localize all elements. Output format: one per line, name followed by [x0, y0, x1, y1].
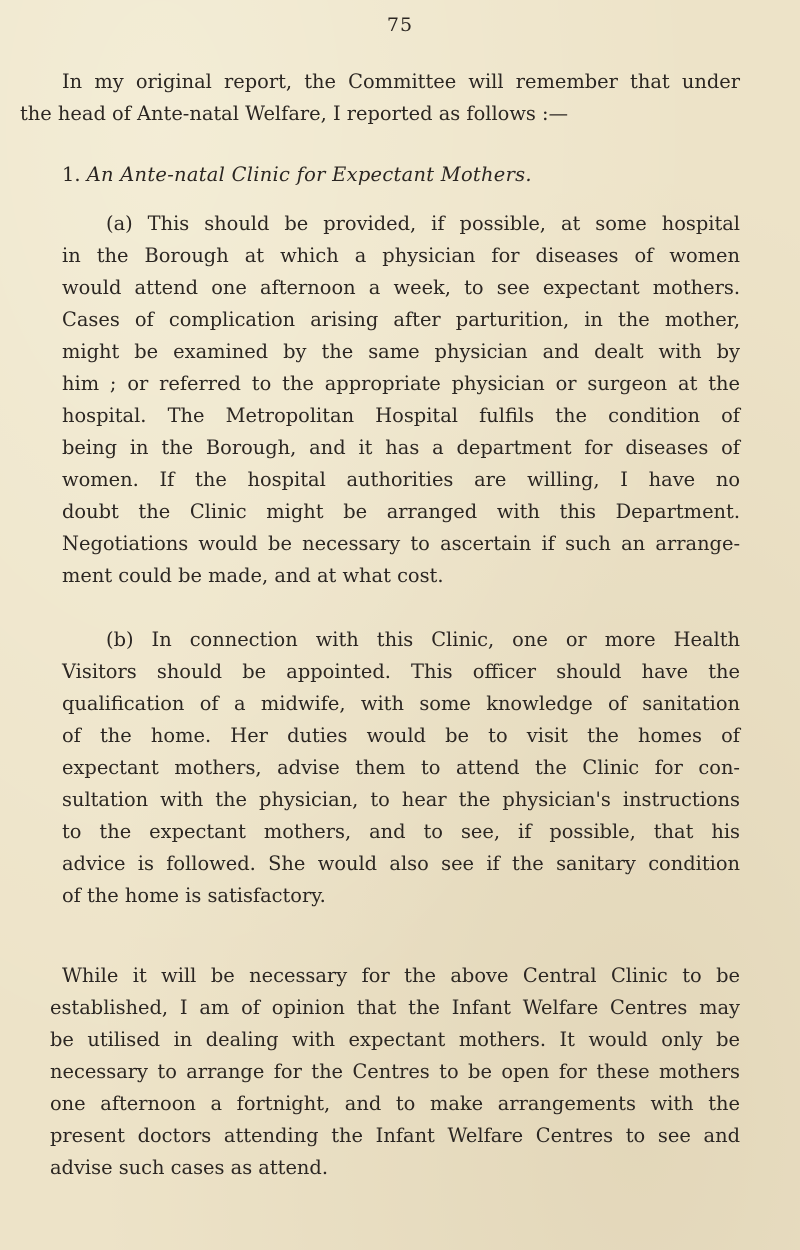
- paragraph-line: one afternoon a fortnight, and to make arrangements with the: [50, 1092, 740, 1115]
- page-number: 75: [386, 14, 414, 36]
- intro-paragraph: [20, 66, 740, 130]
- paragraph-line: Visitors should be appointed. This officer should have the: [62, 660, 740, 683]
- paragraph-line: doubt the Clinic might be arranged with this Department.: [62, 500, 740, 523]
- paragraph-b: [62, 624, 740, 912]
- paragraph-line: Negotiations would be necessary to ascertain if such an arrange-: [62, 532, 740, 555]
- paragraph-line: in the Borough at which a physician for diseases of women: [62, 244, 740, 267]
- paragraph-line: (a) This should be provided, if possible, at some hospital: [106, 212, 740, 235]
- paragraph-line: him ; or referred to the appropriate physician or surgeon at the: [62, 372, 740, 395]
- paragraph-line: established, I am of opinion that the Infant Welfare Centres may: [50, 996, 740, 1019]
- section-number: 1.: [62, 163, 81, 186]
- paragraph-line: women. If the hospital authorities are willing, I have no: [62, 468, 740, 491]
- paragraph-line: of the home is satisfactory.: [62, 884, 326, 907]
- paragraph-line: advise such cases as attend.: [50, 1156, 328, 1179]
- section-title: An Ante-natal Clinic for Expectant Mothers.: [86, 163, 532, 186]
- paragraph-line: be utilised in dealing with expectant mothers. It would only be: [50, 1028, 740, 1051]
- paragraph-line: (b) In connection with this Clinic, one or more Health: [106, 628, 740, 651]
- paragraph-line: of the home. Her duties would be to visit the homes of: [62, 724, 740, 747]
- paragraph-line: present doctors attending the Infant Welfare Centres to see and: [50, 1124, 740, 1147]
- paragraph-line: to the expectant mothers, and to see, if possible, that his: [62, 820, 740, 843]
- paragraph-c: [50, 960, 740, 1184]
- paragraph-line: necessary to arrange for the Centres to be open for these mothers: [50, 1060, 740, 1083]
- paragraph-line: sultation with the physician, to hear the physician's instructions: [62, 788, 740, 811]
- paragraph-line: ment could be made, and at what cost.: [62, 564, 444, 587]
- paragraph-line: expectant mothers, advise them to attend the Clinic for con-: [62, 756, 740, 779]
- paragraph-line: Cases of complication arising after parturition, in the mother,: [62, 308, 740, 331]
- section-heading: [62, 159, 740, 191]
- paragraph-a: [62, 208, 740, 592]
- paragraph-line: While it will be necessary for the above Central Clinic to be: [62, 964, 740, 987]
- paragraph-line: being in the Borough, and it has a department for diseases of: [62, 436, 740, 459]
- paragraph-line: hospital. The Metropolitan Hospital fulfils the condition of: [62, 404, 740, 427]
- paragraph-line: advice is followed. She would also see if the sanitary condition: [62, 852, 740, 875]
- paragraph-line: might be examined by the same physician and dealt with by: [62, 340, 740, 363]
- intro-line-1: In my original report, the Committee will remember that under: [62, 70, 740, 93]
- paragraph-line: qualification of a midwife, with some knowledge of sanitation: [62, 692, 740, 715]
- paragraph-line: would attend one afternoon a week, to see expectant mothers.: [62, 276, 740, 299]
- intro-line-2: the head of Ante-natal Welfare, I reported as follows :—: [20, 102, 568, 125]
